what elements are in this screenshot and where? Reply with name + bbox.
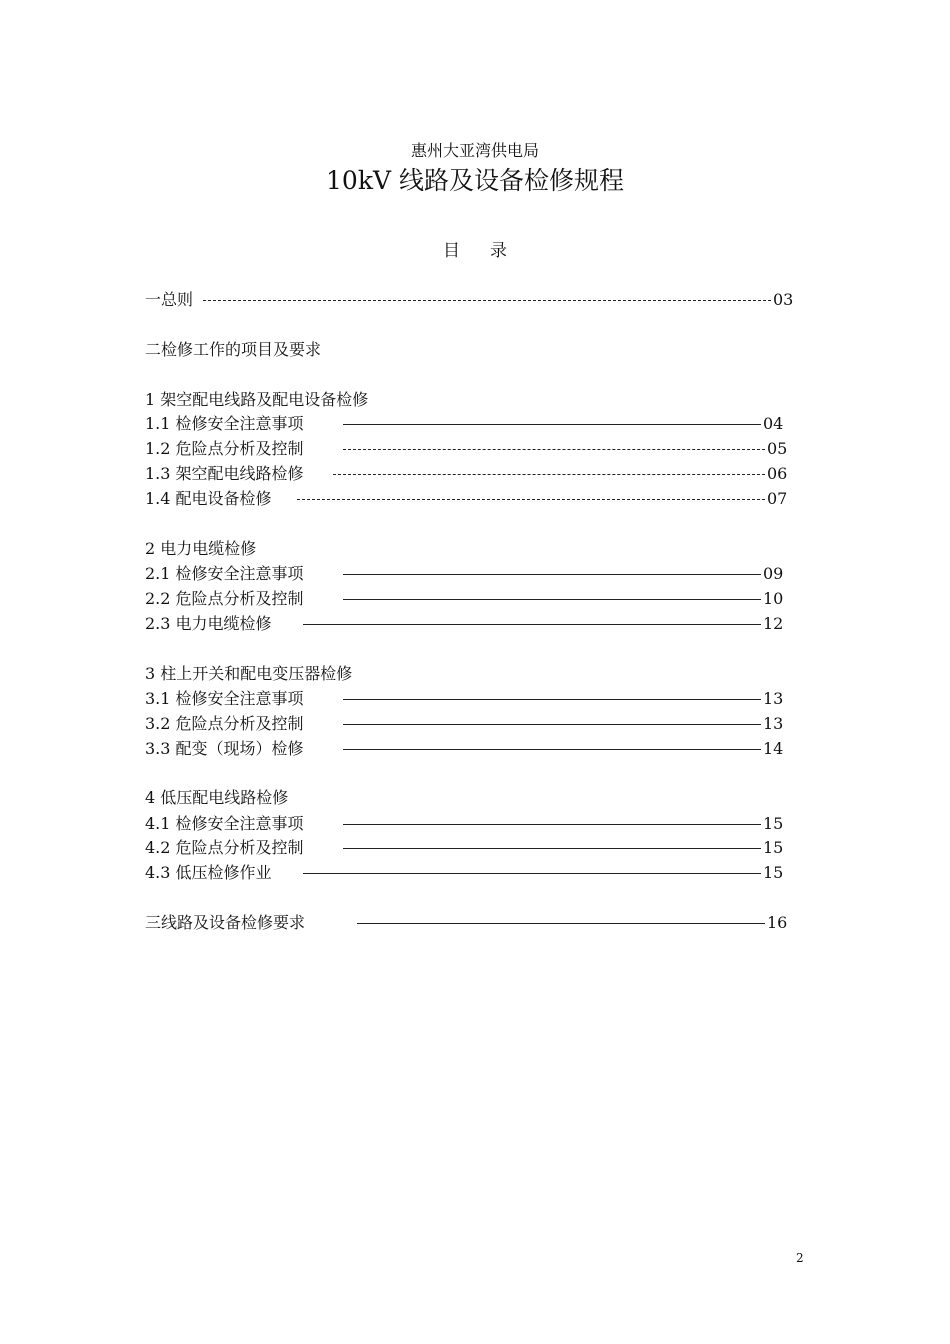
toc-leader (343, 699, 761, 700)
toc-entry[interactable] (145, 464, 795, 484)
toc-heading: 目录 (443, 241, 537, 261)
toc-entry-label: 4.3 低压检修作业 (145, 863, 272, 882)
toc-entry[interactable] (145, 714, 795, 734)
toc-entry-label: 2.2 危险点分析及控制 (145, 589, 304, 608)
toc-leader (343, 574, 761, 575)
toc-entry-page: 12 (763, 614, 784, 633)
toc-entry-page: 13 (763, 714, 784, 733)
toc-entry-label: 2.3 电力电缆检修 (145, 614, 272, 633)
toc-entry-label: 3.2 危险点分析及控制 (145, 714, 304, 733)
toc-entry[interactable] (145, 564, 795, 584)
toc-entry[interactable] (145, 589, 795, 609)
toc-entry-label: 二检修工作的项目及要求 (145, 340, 322, 359)
toc-entry-requirements[interactable] (145, 913, 795, 933)
toc-leader (343, 599, 761, 600)
document-title: 10kV 线路及设备检修规程 (326, 166, 624, 195)
toc-leader (343, 824, 761, 825)
toc-entry-page: 13 (763, 689, 784, 708)
toc-entry-page: 10 (763, 589, 784, 608)
toc-entry[interactable] (145, 739, 795, 759)
toc-leader (203, 300, 771, 301)
toc-entry-page: 14 (763, 739, 784, 758)
toc-entry-label: 4.1 检修安全注意事项 (145, 814, 304, 833)
toc-leader (343, 449, 765, 450)
toc-entry-page: 16 (767, 913, 788, 932)
toc-entry-page: 07 (767, 489, 788, 508)
toc-entry[interactable] (145, 489, 795, 509)
toc-section-heading[interactable] (145, 664, 795, 684)
toc-entry-label: 4.2 危险点分析及控制 (145, 838, 304, 857)
toc-entry-page: 15 (763, 863, 784, 882)
toc-leader (343, 848, 761, 849)
toc-entry-label: 一总则 (145, 290, 194, 309)
toc-leader (303, 624, 761, 625)
toc-entry-label: 2.1 检修安全注意事项 (145, 564, 304, 583)
page-number: 2 (796, 1251, 804, 1265)
toc-entry[interactable] (145, 838, 795, 858)
toc-leader (333, 474, 765, 475)
toc-leader (343, 424, 761, 425)
toc-section-heading[interactable] (145, 390, 795, 410)
toc-entry-label: 4 低压配电线路检修 (145, 788, 289, 807)
toc-leader (343, 724, 761, 725)
toc-entry-label: 1.4 配电设备检修 (145, 489, 272, 508)
toc-entry-page: 15 (763, 814, 784, 833)
toc-entry-label: 1.2 危险点分析及控制 (145, 439, 304, 458)
toc-leader (297, 499, 765, 500)
organization-name: 惠州大亚湾供电局 (410, 141, 539, 160)
toc-entry-page: 04 (763, 414, 784, 433)
toc-section-heading[interactable] (145, 539, 795, 559)
toc-entry-general[interactable] (145, 290, 795, 310)
toc-entry-label: 3.3 配变（现场）检修 (145, 739, 304, 758)
toc-entry[interactable] (145, 439, 795, 459)
toc-entry-label: 三线路及设备检修要求 (145, 913, 306, 932)
toc-entry-page: 05 (767, 439, 788, 458)
toc-entry[interactable] (145, 689, 795, 709)
toc-entry-page: 03 (773, 290, 794, 309)
toc-entry[interactable] (145, 414, 795, 434)
toc-section-heading[interactable] (145, 788, 795, 808)
toc-entry[interactable] (145, 614, 795, 634)
toc-entry[interactable] (145, 814, 795, 834)
toc-entry-label: 1 架空配电线路及配电设备检修 (145, 390, 369, 409)
toc-entry-label: 1.3 架空配电线路检修 (145, 464, 304, 483)
toc-section-heading[interactable] (145, 340, 795, 360)
toc-entry-label: 2 电力电缆检修 (145, 539, 257, 558)
toc-leader (303, 873, 761, 874)
toc-entry-label: 3 柱上开关和配电变压器检修 (145, 664, 353, 683)
toc-entry-page: 06 (767, 464, 788, 483)
toc-entry-page: 15 (763, 838, 784, 857)
toc-entry[interactable] (145, 863, 795, 883)
toc-entry-page: 09 (763, 564, 784, 583)
toc-entry-label: 1.1 检修安全注意事项 (145, 414, 304, 433)
toc-leader (357, 923, 765, 924)
toc-leader (343, 749, 761, 750)
toc-entry-label: 3.1 检修安全注意事项 (145, 689, 304, 708)
